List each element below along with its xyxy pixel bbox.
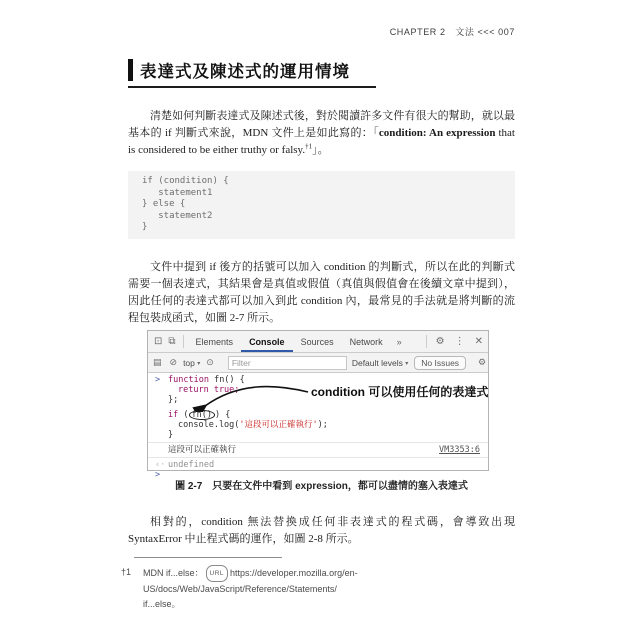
console-prompt: > — [155, 470, 161, 480]
console-prompt: > — [155, 375, 161, 385]
title-accent-bar — [128, 59, 133, 81]
tab-console[interactable]: Console — [241, 331, 293, 352]
inspect-icon[interactable]: ⊡ — [154, 336, 163, 347]
section-title-text: 表達式及陳述式的運用情境 — [140, 63, 350, 81]
paragraph-3: 相對的，condition 無法替換成任何非表達式的程式碼，會導致出現 SyntaxError 中止程式碼的運作，如圖 2-8 所示。 — [128, 516, 515, 545]
fn-call-circled: fn() — [189, 410, 215, 420]
mdn-quote-bold: condition: An expression — [378, 127, 496, 139]
source-location-link[interactable]: VM3353:6 — [439, 445, 480, 455]
return-value: undefined — [168, 460, 215, 470]
console-input-line: if ( fn() ) { — [168, 410, 231, 420]
clear-console-icon[interactable]: ⊘ — [169, 357, 178, 367]
console-input-line: return true; — [178, 385, 240, 395]
console-log-text: 這段可以正確執行 — [168, 445, 237, 455]
gear-icon[interactable]: ⚙ — [435, 336, 445, 347]
chevron-down-icon: ▾ — [405, 360, 409, 367]
footnote — [121, 565, 526, 612]
divider — [183, 335, 184, 348]
section-title — [128, 58, 376, 88]
tab-elements[interactable]: Elements — [195, 336, 234, 347]
tab-sources[interactable]: Sources — [300, 336, 334, 347]
eye-icon[interactable]: ⊙ — [206, 357, 214, 367]
kebab-menu-icon[interactable]: ⋮ — [454, 336, 465, 347]
console-sidebar-icon[interactable]: ▤ — [153, 357, 162, 367]
code-block — [128, 171, 515, 239]
footnote-label: MDN if...else： — [143, 568, 204, 578]
console-input-line: console.log('這段可以正確執行'); — [178, 420, 328, 430]
close-icon[interactable]: ✕ — [474, 336, 483, 347]
device-toolbar-icon[interactable]: ⧉ — [168, 336, 176, 347]
paragraph-2: 文件中提到 if 後方的括號可以加入 condition 的判斷式，所以在此的判斷式需要一個表達式，其結果會是真值或假值（真值與假值會在後續文章中提到），因此任何的表達式都可以加入到此 condition 內，最常見的手法就是將判斷的流程包裝成函式，如圖 2-7 所示。 — [128, 261, 515, 324]
page-header: CHAPTER 2 文法 <<< 007 — [389, 27, 515, 37]
return-value-icon: ‹· — [155, 460, 166, 470]
log-levels-dropdown[interactable]: Default levels ▾ — [351, 357, 409, 368]
console-return-row — [148, 460, 488, 470]
gear-icon[interactable]: ⚙ — [478, 357, 487, 367]
annotation-label: condition 可以使用任何的表達式 — [311, 385, 489, 399]
divider — [426, 335, 427, 348]
code-line: if (condition) { — [142, 176, 229, 186]
footnote-url: https://developer.mozilla.org/en-US/docs/Web/JavaScript/Reference/Statements/ — [143, 568, 358, 594]
tab-network[interactable]: Network — [349, 336, 383, 347]
footnote-marker: †1 — [121, 567, 132, 577]
console-log-row — [148, 442, 488, 458]
footnote-url-continuation: if...else。 — [143, 599, 181, 609]
chevron-down-icon: ▾ — [197, 360, 201, 367]
mdn-quote-rest: that is considered to be either truthy or falsy. — [128, 127, 515, 156]
code-line: } — [142, 222, 148, 233]
annotation-arrow — [190, 378, 315, 412]
code-line: statement2 — [142, 210, 213, 221]
filter-input[interactable] — [228, 356, 347, 370]
console-input-line: > function fn() { — [155, 375, 245, 385]
console-input-line: }; — [168, 395, 179, 405]
footnote-body — [143, 565, 526, 612]
figure-caption — [128, 477, 515, 492]
more-tabs-icon[interactable]: » — [396, 336, 402, 347]
devtools-tabbar — [148, 331, 488, 353]
paragraph-1-text: 清楚如何判斷表達式及陳述式後，對於閱讀許多文件有很大的幫助，就以最基本的 if 判斷式來說，MDN 文件上是如此寫的：「 — [128, 110, 515, 139]
console-toolbar — [148, 353, 488, 373]
url-badge: URL — [206, 565, 229, 582]
figure-caption-text: 只要在文件中看到 expression，都可以盡情的塞入表達式 — [202, 481, 468, 492]
code-line: statement1 — [142, 187, 213, 198]
no-issues-badge[interactable]: No Issues — [414, 356, 466, 370]
figure-caption-label: 圖 2-7 — [175, 481, 203, 492]
console-input-line: } — [168, 430, 174, 440]
context-selector[interactable]: top ▾ — [183, 357, 201, 368]
footnote-rule — [134, 557, 282, 558]
paragraph-1 — [128, 108, 515, 159]
footnote-reference: †1 — [305, 142, 313, 151]
paragraph-1-end: 」。 — [312, 144, 329, 156]
code-line: } else { — [142, 199, 186, 210]
